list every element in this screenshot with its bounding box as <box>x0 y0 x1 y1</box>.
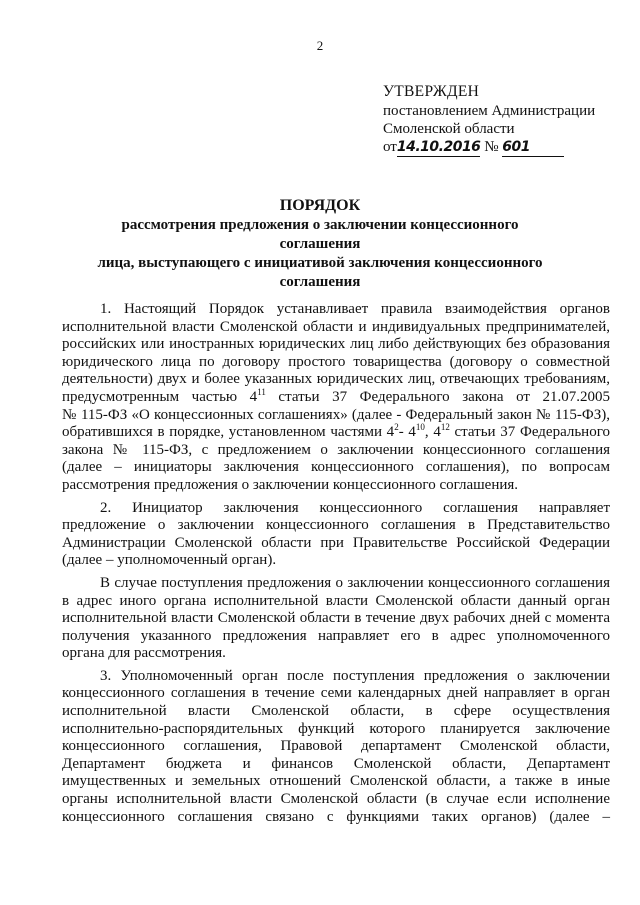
page-number: 2 <box>316 38 324 53</box>
approval-from-prefix: от <box>383 139 397 155</box>
paragraph-line: закона № 115-ФЗ, с предложением о заключении концессионного соглашения <box>62 441 610 458</box>
paragraph-line-with-sup <box>62 424 610 442</box>
paragraph-line: имущественных и земельных отношений Смоленской области, а также в иные <box>62 773 610 790</box>
text-fragment: , 4 <box>424 424 441 441</box>
paragraph-line: концессионного соглашения связано с функциями таких органов) (далее – <box>62 808 610 825</box>
approval-number-prefix: № <box>484 139 499 155</box>
paragraph-line: концессионного соглашения в течение семи календарных дней направляет в орган <box>62 685 610 702</box>
document-body <box>62 301 610 831</box>
text-fragment: предусмотренным частью 4 <box>62 388 258 405</box>
paragraph-line: исполнительно-распорядительных функций которого планируется заключение <box>62 720 610 737</box>
approval-heading: УТВЕРЖДЕН <box>383 83 480 100</box>
paragraph-line: рассмотрения предложения о заключении концессионного соглашения. <box>62 476 519 493</box>
superscript: 2 <box>394 422 399 433</box>
approval-line-1: постановлением Администрации <box>383 103 596 119</box>
approval-date-line <box>383 138 623 157</box>
text-fragment: статьи 37 Федерального закона от 21.07.2005 <box>278 388 610 405</box>
paragraph-line: № 115-ФЗ «О концессионных соглашениях» (далее - Федеральный закон № 115-ФЗ), <box>62 406 610 423</box>
paragraph-line-with-sup <box>62 386 610 407</box>
document-title <box>80 196 560 292</box>
superscript: 11 <box>257 386 266 397</box>
paragraph-line: концессионного соглашения, Правовой департамент Смоленской области, <box>62 738 610 755</box>
paragraph-2 <box>62 500 610 570</box>
paragraph-line: В случае поступления предложения о заключении концессионного соглашения <box>100 574 610 591</box>
paragraph-line: деятельности) двух и более указанных юридических лиц, отвечающих требованиям, <box>62 371 610 388</box>
paragraph-line: в адрес иного органа исполнительной власти Смоленской области данный орган <box>62 592 610 609</box>
paragraph-1 <box>62 301 610 495</box>
paragraph-line: юридического лица по договору простого товарищества (договору о совместной <box>62 353 610 370</box>
paragraph-line: получения указанного предложения направляет его в адрес уполномоченного <box>62 627 610 644</box>
text-fragment: обратившихся в порядке, установленном частями 4 <box>62 424 395 441</box>
paragraph-line: (далее – уполномоченный орган). <box>62 552 277 569</box>
paragraph-line: российских или иностранных юридических лиц либо действующих без образования <box>62 336 610 353</box>
approval-line-2: Смоленской области <box>383 121 515 137</box>
paragraph-line: Департамент бюджета и финансов Смоленской области, Департамент <box>62 755 610 772</box>
title-sub-1: рассмотрения предложения о заключении концессионного соглашения <box>121 217 519 252</box>
paragraph-line: исполнительной власти Смоленской области, в сфере осуществления <box>62 703 610 720</box>
paragraph-line: 3. Уполномоченный орган после поступления предложения о заключении <box>100 667 610 684</box>
title-sub-3: соглашения <box>279 274 361 290</box>
superscript: 12 <box>440 422 450 433</box>
paragraph-line: 2. Инициатор заключения концессионного соглашения направляет <box>100 499 610 516</box>
title-sub-2: лица, выступающего с инициативой заключения концессионного <box>97 255 543 271</box>
paragraph-4 <box>62 668 610 826</box>
text-fragment: статьи 37 Федерального <box>454 424 610 441</box>
paragraph-line: органа для рассмотрения. <box>62 645 226 662</box>
title-main: ПОРЯДОК <box>279 197 361 214</box>
paragraph-line: (далее – инициаторы заключения концессионного соглашения), по вопросам <box>62 459 610 476</box>
paragraph-line: исполнительной власти Смоленской области в течение двух рабочих дней с момента <box>62 610 610 627</box>
paragraph-line: Администрации Смоленской области при Правительстве Российской Федерации <box>62 534 610 551</box>
superscript: 10 <box>415 422 425 433</box>
approval-number: 601 <box>502 139 530 155</box>
paragraph-line: органы исполнительной власти Смоленской области (в случае если исполнение <box>62 791 610 808</box>
paragraph-line: предложение о заключении концессионного соглашения в Представительство <box>62 517 610 534</box>
approval-stamp <box>383 83 623 157</box>
text-fragment: - 4 <box>398 424 416 441</box>
paragraph-line: исполнительной власти Смоленской области и индивидуальных предпринимателей, <box>62 318 610 335</box>
paragraph-line: 1. Настоящий Порядок устанавливает правила взаимодействия органов <box>100 301 610 317</box>
approval-number-field <box>502 138 564 157</box>
paragraph-3 <box>62 575 610 663</box>
approval-date: 14.10.2016 <box>396 139 481 155</box>
